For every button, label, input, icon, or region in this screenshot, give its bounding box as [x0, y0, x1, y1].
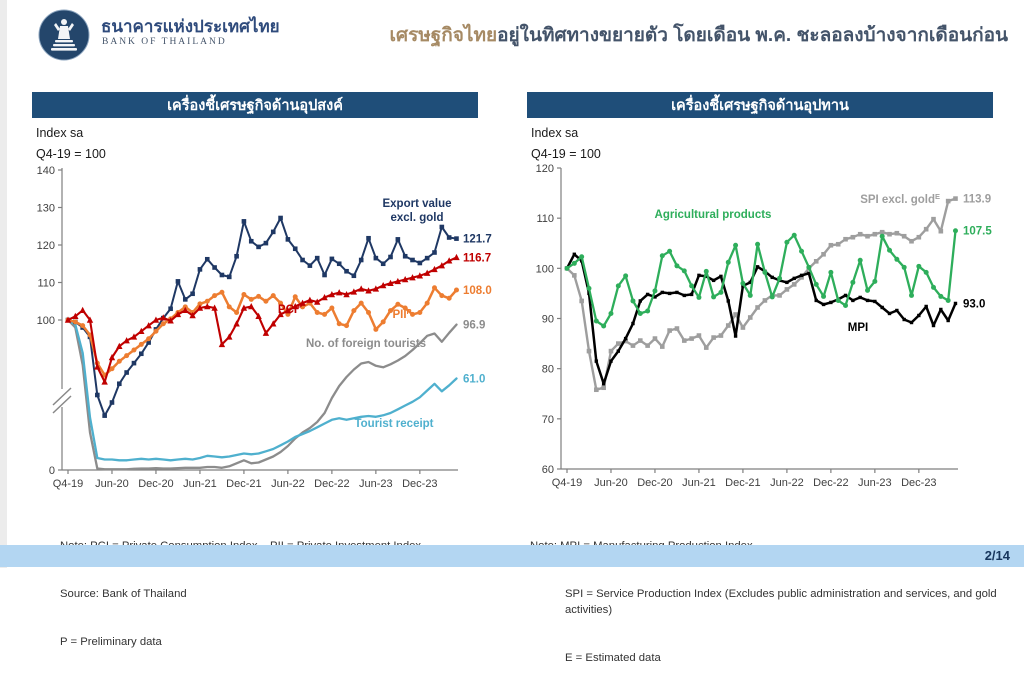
demand-notes	[60, 506, 421, 682]
series-line-spi	[567, 199, 956, 390]
y-tick-label: 60	[541, 464, 554, 476]
supply-unit-line2: Q4-19 = 100	[531, 146, 601, 161]
series-value-pci: 116.7	[463, 252, 492, 265]
series-label-mpi: MPI	[847, 322, 869, 334]
note-line: Source: Bank of Thailand	[60, 588, 187, 601]
page-indicator: 2/14	[984, 548, 1010, 563]
y-tick-label: 110	[37, 277, 55, 290]
series-markers-spi	[565, 196, 958, 392]
series-label-export-value: Export value	[382, 198, 452, 210]
x-tick-label: Dec-23	[901, 477, 937, 489]
y-tick-label: 100	[36, 315, 55, 327]
x-tick-label: Dec-20	[637, 477, 673, 489]
y-tick-label: 120	[535, 162, 554, 175]
x-tick-labels	[552, 469, 937, 489]
x-tick-label: Jun-23	[359, 478, 393, 490]
note-line: SPI = Service Production Index (Excludes public administration and services, and gold activities)	[565, 588, 1000, 617]
series-label-tourists: No. of foreign tourists	[305, 338, 427, 350]
series-value-pii: 108.0	[463, 285, 492, 297]
x-tick-label: Jun-21	[682, 477, 716, 489]
series-value-export-value: 121.7	[463, 233, 492, 246]
demand-unit-line1: Index sa	[36, 126, 84, 140]
supply-unit-line1: Index sa	[531, 126, 579, 140]
bank-name-en: BANK OF THAILAND	[102, 37, 227, 47]
series-value-spi: 113.9	[963, 193, 992, 206]
demand-chart	[32, 163, 507, 505]
y-tick-label: 100	[535, 263, 554, 276]
series-label-tourist-receipt: Tourist receipt	[354, 418, 434, 430]
y-tick-label: 140	[36, 165, 55, 177]
screen-edge-strip	[0, 0, 7, 568]
series-label-export-value: excl. gold	[390, 212, 444, 224]
note-line: E = Estimated data	[565, 652, 661, 665]
series-label-agricultural: Agricultural products	[654, 209, 772, 221]
series-line-pii	[68, 288, 457, 375]
title-highlight: เศรษฐกิจไทย	[389, 25, 498, 46]
x-tick-label: Dec-21	[226, 478, 262, 490]
series-value-tourists: 96.9	[463, 319, 486, 332]
series-label-pii: $PII^P$	[392, 307, 412, 321]
supply-chart-title: เครื่องชี้เศรษฐกิจด้านอุปทาน	[527, 92, 993, 118]
x-tick-label: Jun-23	[858, 477, 892, 489]
x-tick-label: Jun-21	[183, 478, 217, 490]
x-tick-label: Jun-20	[95, 478, 129, 490]
y-tick-label: 130	[36, 202, 55, 215]
supply-chart	[526, 163, 1004, 505]
series-value-tourist-receipt: 61.0	[463, 373, 486, 386]
slide-title	[390, 20, 1008, 50]
note-line: P = Preliminary data	[60, 636, 162, 649]
demand-chart-title: เครื่องชี้เศรษฐกิจด้านอุปสงค์	[32, 92, 478, 118]
supply-chart-svg	[526, 163, 1004, 505]
footer-bar	[0, 545, 1024, 567]
series-label-pci: $PCI^P$	[277, 302, 303, 316]
y-tick-label: 80	[541, 363, 554, 376]
y-tick-labels	[37, 165, 62, 477]
series-value-agricultural: 107.5	[963, 225, 992, 238]
bank-of-thailand-logo-icon	[38, 9, 90, 61]
y-tick-label: 120	[36, 240, 55, 252]
demand-chart-svg	[32, 163, 507, 505]
y-tick-label: 110	[536, 213, 554, 226]
x-tick-label: Q4-19	[52, 478, 84, 490]
x-tick-label: Dec-20	[138, 478, 174, 490]
y-tick-label: 90	[541, 313, 554, 326]
x-tick-label: Q4-19	[551, 477, 583, 489]
x-tick-label: Dec-21	[725, 477, 761, 489]
x-tick-labels	[53, 470, 438, 490]
series-label-spi: SPI excl. gold$^E$	[860, 192, 940, 206]
y-tick-label: 0	[48, 465, 55, 477]
bank-name-th: ธนาคารแห่งประเทศไทย	[101, 17, 280, 36]
supply-notes	[530, 506, 1000, 698]
x-tick-label: Dec-22	[314, 478, 350, 490]
x-tick-label: Jun-22	[770, 477, 804, 489]
series-value-mpi: 93.0	[963, 298, 986, 311]
series-markers-mpi	[565, 253, 957, 386]
x-tick-label: Jun-20	[594, 477, 628, 489]
x-tick-label: Jun-22	[271, 478, 305, 490]
x-tick-label: Dec-22	[813, 477, 849, 489]
demand-unit-line2: Q4-19 = 100	[36, 146, 106, 161]
title-rest: อยู่ในทิศทางขยายตัว โดยเดือน พ.ค. ชะลอลงบ้างจากเดือนก่อน	[497, 25, 1008, 46]
y-tick-labels	[536, 163, 561, 476]
y-tick-label: 70	[541, 413, 554, 426]
x-tick-label: Dec-23	[402, 478, 438, 490]
supply-unit-label	[531, 123, 601, 164]
demand-unit-label	[36, 123, 106, 164]
